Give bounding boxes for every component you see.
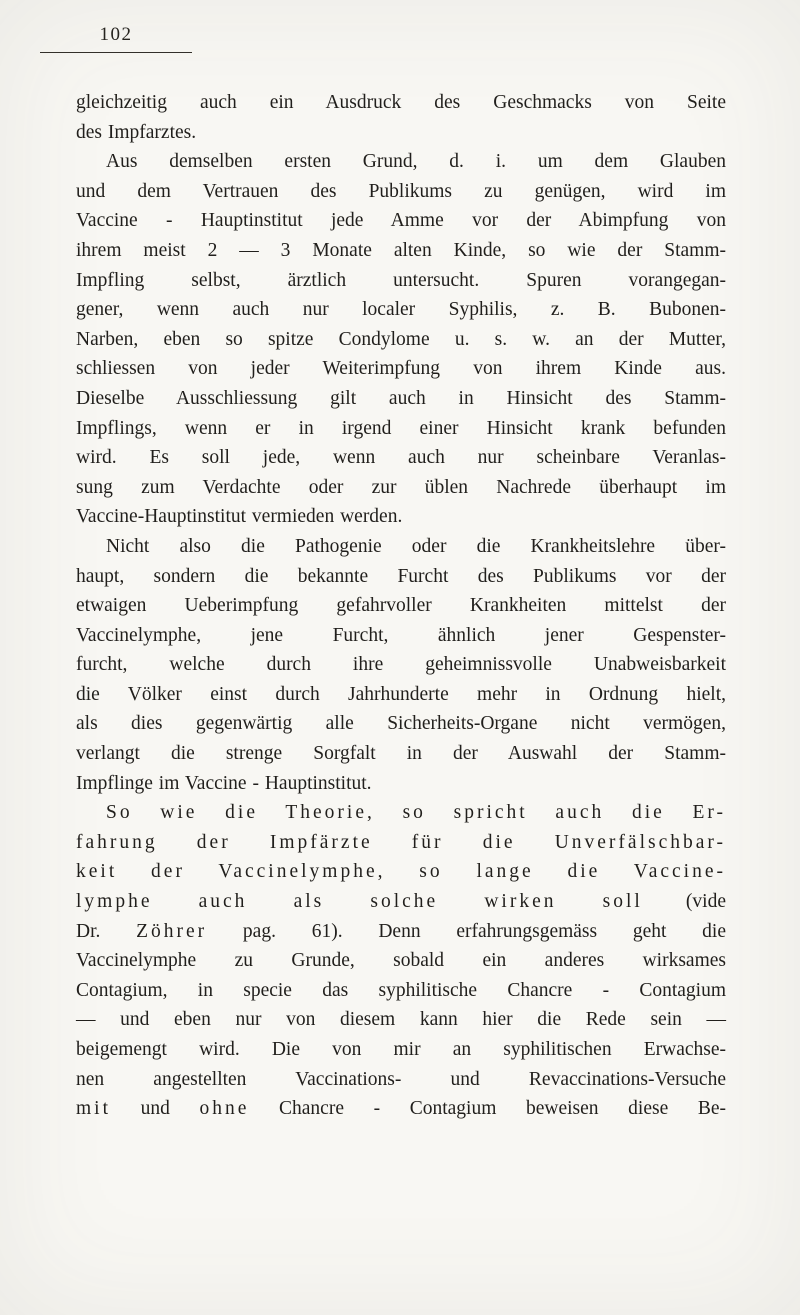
body-text: ihrem meist 2 — 3 Monate alten Kinde, so wie der Stamm- — [76, 239, 726, 261]
text-line — [76, 1094, 726, 1124]
body-text: etwaigen Ueberimpfung gefahrvoller Krankheiten mittelst der — [76, 595, 726, 617]
emphasized-text: keit der Vaccinelymphe, so lange die Vaccine- — [76, 861, 726, 883]
body-text: beigemengt wird. Die von mir an syphilitischen Erwachse- — [76, 1039, 726, 1060]
body-text: des Impfarztes. — [76, 121, 197, 143]
page-number: 102 — [99, 24, 133, 45]
text-line — [76, 946, 726, 976]
text-line — [76, 414, 726, 444]
body-text: und dem Vertrauen des Publikums zu genügen, wird im — [76, 180, 726, 202]
text-line — [76, 739, 726, 769]
text-line — [76, 798, 726, 828]
body-text: Impflings, wenn er in irgend einer Hinsicht krank befunden — [76, 417, 726, 439]
text-line — [76, 88, 726, 118]
body-text: Dr. — [76, 920, 137, 942]
body-text: schliessen von jeder Weiterimpfung von ihrem Kinde aus. — [76, 358, 726, 380]
body-text: furcht, welche durch ihre geheimnissvolle Unabweisbarkeit — [76, 654, 726, 676]
text-line — [76, 266, 726, 296]
text-line — [76, 295, 726, 325]
page-text — [76, 88, 726, 1124]
text-line — [76, 1065, 726, 1095]
body-text: pag. 61). Denn erfahrungsgemäss geht die — [207, 920, 726, 942]
body-text: und — [111, 1098, 200, 1120]
text-line — [76, 532, 726, 562]
emphasized-text: fahrung der Impfärzte für die Unverfälschbar- — [76, 831, 726, 853]
body-text: Aus demselben ersten Grund, d. i. um dem Glauben — [106, 151, 726, 173]
text-line — [76, 857, 726, 887]
text-line — [76, 680, 726, 710]
body-text: Vaccinelymphe zu Grunde, sobald ein anderes wirksames — [76, 950, 726, 972]
text-line — [76, 384, 726, 414]
text-line — [76, 236, 726, 266]
text-line — [76, 1035, 726, 1065]
body-text: Vaccine - Hauptinstitut jede Amme vor der Abimpfung von — [76, 210, 726, 232]
body-text: gleichzeitig auch ein Ausdruck des Geschmacks von Seite — [76, 92, 726, 113]
text-line — [76, 650, 726, 680]
body-text: Nicht also die Pathogenie oder die Krankheitslehre über- — [106, 535, 726, 557]
text-line — [76, 177, 726, 207]
body-text: gener, wenn auch nur localer Syphilis, z. B. Bubonen- — [76, 299, 726, 321]
emphasized-text: So wie die Theorie, so spricht auch die Er- — [106, 802, 726, 824]
text-line — [76, 473, 726, 503]
body-text: (vide — [642, 891, 726, 913]
text-line — [76, 502, 726, 532]
body-text: nen angestellten Vaccinations- und Revaccinations-Versuche — [76, 1068, 726, 1090]
body-text: wird. Es soll jede, wenn auch nur scheinbare Veranlas- — [76, 447, 726, 469]
body-text: haupt, sondern die bekannte Furcht des Publikums vor der — [76, 565, 726, 587]
text-line — [76, 709, 726, 739]
body-text: Vaccine-Hauptinstitut vermieden werden. — [76, 506, 403, 528]
text-line — [76, 828, 726, 858]
text-line — [76, 591, 726, 621]
body-text: Chancre - Contagium beweisen diese Be- — [249, 1098, 726, 1120]
body-text: Vaccinelymphe, jene Furcht, ähnlich jener Gespenster- — [76, 624, 726, 646]
body-text: verlangt die strenge Sorgfalt in der Auswahl der Stamm- — [76, 743, 726, 765]
emphasized-text: lymphe auch als solche wirken soll — [76, 891, 643, 913]
text-line — [76, 206, 726, 236]
text-line — [76, 118, 726, 148]
emphasized-text: mit — [76, 1098, 112, 1120]
body-text: Impfling selbst, ärztlich untersucht. Spuren vorangegan- — [76, 269, 726, 291]
text-line — [76, 621, 726, 651]
body-text: als dies gegenwärtig alle Sicherheits-Organe nicht vermögen, — [76, 713, 726, 735]
header-rule — [40, 52, 192, 53]
text-line — [76, 917, 726, 947]
emphasized-text: Zöhrer — [136, 920, 208, 942]
text-line — [76, 147, 726, 177]
body-text: — und eben nur von diesem kann hier die Rede sein — — [76, 1009, 726, 1031]
body-text: sung zum Verdachte oder zur üblen Nachrede überhaupt im — [76, 476, 726, 498]
body-text: Dieselbe Ausschliessung gilt auch in Hinsicht des Stamm- — [76, 387, 726, 409]
text-line — [76, 769, 726, 799]
text-line — [76, 562, 726, 592]
text-line — [76, 1005, 726, 1035]
body-text: Contagium, in specie das syphilitische Chancre - Contagium — [76, 979, 726, 1001]
emphasized-text: ohne — [199, 1098, 250, 1120]
text-line — [76, 443, 726, 473]
body-text: Narben, eben so spitze Condylome u. s. w. an der Mutter, — [76, 328, 726, 350]
text-line — [76, 354, 726, 384]
page-header — [40, 24, 192, 53]
text-line — [76, 887, 726, 917]
body-text: Impflinge im Vaccine - Hauptinstitut. — [76, 772, 372, 794]
text-line — [76, 325, 726, 355]
text-line — [76, 976, 726, 1006]
body-text: die Völker einst durch Jahrhunderte mehr in Ordnung hielt, — [76, 683, 726, 705]
